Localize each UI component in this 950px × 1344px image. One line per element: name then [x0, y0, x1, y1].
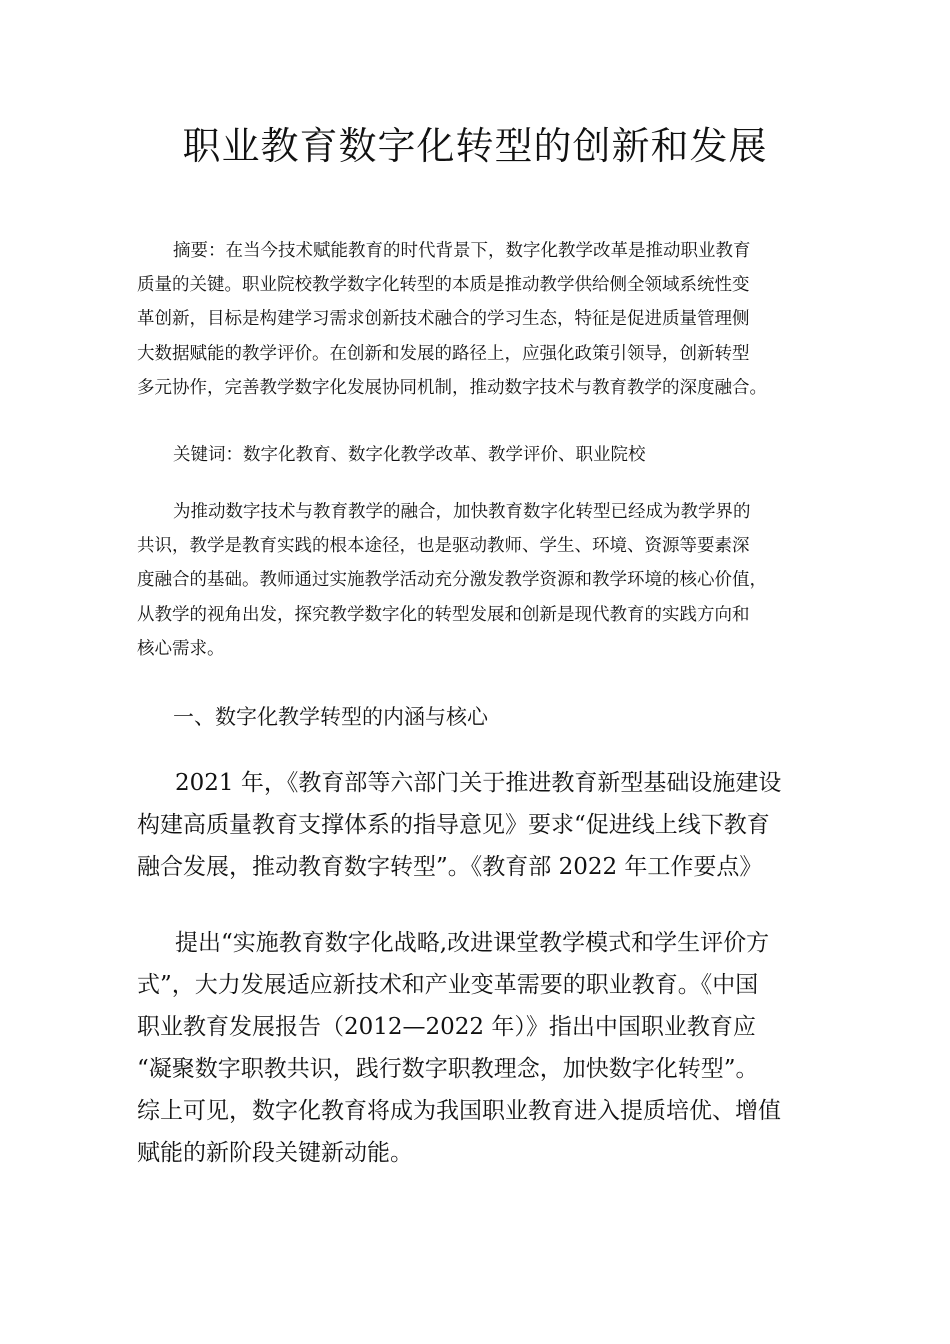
- body-line: 融合发展，推动教育数字转型”。《教育部 2022 年工作要点》: [137, 854, 763, 880]
- abstract-line: 革创新，目标是构建学习需求创新技术融合的学习生态，特征是促进质量管理侧: [137, 309, 750, 330]
- intro-line: 从教学的视角出发，探究教学数字化的转型发展和创新是现代教育的实践方向和: [137, 604, 750, 625]
- body-line: 式”，大力发展适应新技术和产业变革需要的职业教育。《中国: [137, 972, 759, 998]
- intro-line: 共识，教学是教育实践的根本途径，也是驱动教师、学生、环境、资源等要素深: [137, 536, 750, 557]
- body-line: 提出“实施教育数字化战略,改进课堂教学模式和学生评价方: [175, 930, 770, 956]
- body-paragraph-2021: [137, 762, 837, 888]
- abstract-line: 质量的关键。职业院校教学数字化转型的本质是推动教学供给侧全领域系统性变: [137, 275, 750, 296]
- keywords-paragraph: [137, 438, 827, 472]
- intro-line: 为推动数字技术与教育教学的融合，加快教育数字化转型已经成为教学界的: [173, 502, 751, 522]
- abstract-line: 摘要：在当今技术赋能教育的时代背景下，数字化教学改革是推动职业教育: [173, 241, 751, 261]
- intro-line: 度融合的基础。教师通过实施教学活动充分激发教学资源和教学环境的核心价值，: [137, 570, 767, 591]
- body-line: 综上可见，数字化教育将成为我国职业教育进入提质培优、增值: [137, 1098, 781, 1124]
- intro-line: 核心需求。: [137, 638, 225, 659]
- abstract-paragraph: [137, 234, 827, 405]
- body-paragraph-propose: [137, 922, 837, 1174]
- body-line: 职业教育发展报告（2012—2022 年）》指出中国职业教育应: [137, 1014, 756, 1040]
- body-line: 2021 年，《教育部等六部门关于推进教育新型基础设施建设: [175, 770, 782, 796]
- abstract-line: 多元协作，完善教学数字化发展协同机制，推动数字技术与教育教学的深度融合。: [137, 377, 767, 398]
- abstract-line: 大数据赋能的教学评价。在创新和发展的路径上，应强化政策引领导，创新转型: [137, 343, 750, 364]
- section-heading: 一、数字化教学转型的内涵与核心: [173, 705, 488, 729]
- body-line: 构建高质量教育支撑体系的指导意见》要求“促进线上线下教育: [137, 812, 770, 838]
- document-title: 职业教育数字化转型的创新和发展: [182, 124, 768, 168]
- intro-paragraph: [137, 495, 827, 666]
- body-line: 赋能的新阶段关键新动能。: [137, 1140, 413, 1166]
- keywords-line: 关键词：数字化教育、数字化教学改革、教学评价、职业院校: [173, 445, 646, 465]
- body-line: “凝聚数字职教共识，践行数字职教理念，加快数字化转型”。: [137, 1056, 759, 1082]
